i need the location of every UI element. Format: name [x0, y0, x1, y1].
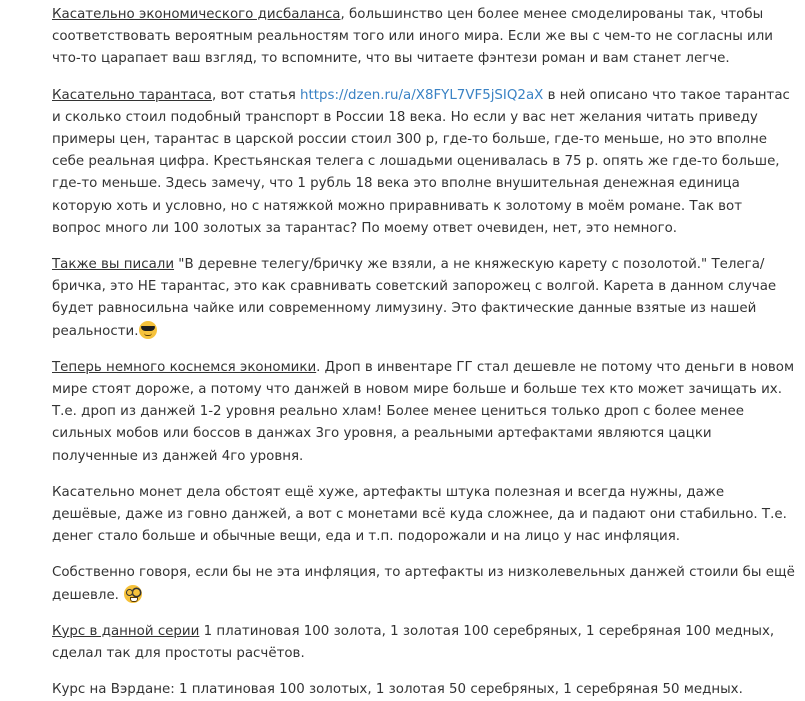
paragraph-text: в ней описано что такое тарантас и сколько стоил подобный транспорт в России 18 века. Но если у вас нет желания читать приведу примеры цен, тарантас в царской россии стоил 300 р, где-то больше, где-то меньше, но это вполне себе реальная цифра. Крестьянская телега с лошадьми оценивалась в 75 р. опять же где-то больше, где-то меньше. Здесь замечу, что 1 рубль 18 века это вполне внушительная денежная единица которую хоть и условно, но с натяжкой можно приравнивать к золотому в моём романе. Так вот вопрос много ли 100 золотых за тарантас? По моему ответ очевиден, нет, это немного.: [52, 87, 790, 236]
nerd-emoji-icon: [124, 585, 142, 603]
paragraph-text: Собственно говоря, если бы не эта инфляция, то артефакты из низколевельных данжей стоили бы ещё дешевле.: [52, 565, 795, 603]
paragraph-lead: Также вы писали: [52, 257, 175, 273]
paragraph-text: "В деревне телегу/бричку же взяли, а не княжескую карету с позолотой." Телега/бричка, это НЕ тарантас, это как сравнивать советский запорожец с волгой. Карета в данном случае будет равносильна чайке или современному лимузину. Это фактические данные взятые из нашей реальности.: [52, 257, 777, 339]
paragraph-text: , большинство цен более менее смоделированы так, чтобы соответствовать вероятным реальностям того или иного мира. Если же вы с чем-то не согласны или что-то царапает ваш взгляд, то вспомните, что вы читаете фэнтези роман и вам станет легче.: [52, 7, 773, 67]
paragraph-economics: [52, 357, 795, 468]
paragraph-lead: Касательно экономического дисбаланса: [52, 7, 341, 22]
paragraph-text: 1 платиновая 100 золота, 1 золотая 100 серебряных, 1 серебряная 100 медных, сделал так для простоты расчётов.: [52, 623, 775, 662]
paragraph-exchange-verdan: [52, 679, 795, 701]
paragraph-lead: Теперь немного коснемся экономики: [52, 359, 317, 375]
paragraph-text: Касательно монет дела обстоят ещё хуже, артефакты штука полезная и всегда нужны, даже дешёвые, даже из говно данжей, а вот с монетами всё куда сложнее, да и падают они стабильно. Т.е. денег стало больше и обычные вещи, еда и т.п. подорожали и на лицо у нас инфляция.: [52, 484, 787, 545]
paragraph-text: Курс на Вэрдане: 1 платиновая 100 золотых, 1 золотая 50 серебряных, 1 серебряная 50 медных.: [52, 682, 743, 698]
article-link[interactable]: https://dzen.ru/a/X8FYL7VF5jSIQ2aX: [300, 87, 544, 103]
paragraph-lead: Курс в данной серии: [52, 623, 200, 639]
sunglasses-emoji-icon: [139, 321, 157, 339]
paragraph-text: , вот статья: [212, 87, 301, 103]
paragraph-economic-imbalance: [52, 4, 795, 71]
paragraph-exchange-series: [52, 621, 795, 665]
paragraph-coins: [52, 482, 795, 549]
paragraph-tarantas: [52, 85, 795, 240]
paragraph-lead: Касательно тарантаса: [52, 87, 213, 103]
paragraph-you-wrote: [52, 254, 795, 343]
paragraph-inflation: [52, 562, 795, 606]
paragraph-text: . Дроп в инвентаре ГГ стал дешевле не потому что деньги в новом мире стоят дороже, а потому что данжей в новом мире больше и больше тех кто может зачищать их. Т.е. дроп из данжей 1-2 уровня реально хлам! Более менее цениться только дроп с более менее сильных мобов или боссов в данжах 3го уровня, а реальными артефактами являются цацки полученные из данжей 4го уровня.: [52, 359, 795, 464]
